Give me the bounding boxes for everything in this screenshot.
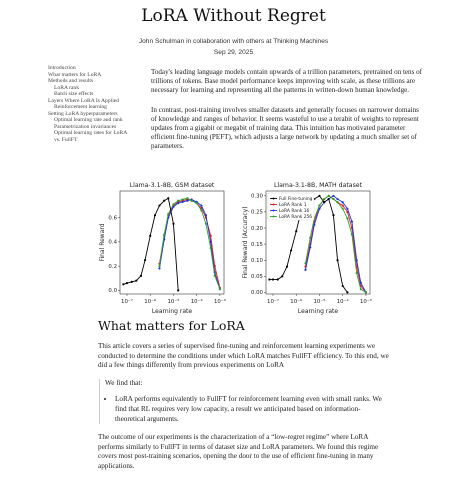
data-point: [172, 223, 174, 225]
data-point: [158, 267, 160, 269]
x-tick-label: 10⁻⁵: [167, 299, 180, 305]
data-point: [186, 200, 188, 202]
data-point: [167, 197, 169, 199]
data-point: [356, 272, 358, 274]
x-tick-label: 10⁻⁶: [144, 299, 157, 305]
data-point: [200, 209, 202, 211]
legend-label: Full Fine-tuning: [279, 197, 313, 203]
data-point: [309, 246, 311, 248]
data-point: [342, 208, 344, 210]
toc-item[interactable]: Methods and results: [48, 78, 94, 85]
data-point: [167, 213, 169, 215]
data-point: [122, 283, 124, 285]
y-tick-label: 0.0: [108, 288, 117, 295]
data-point: [177, 289, 179, 291]
data-point: [177, 202, 179, 204]
toc-item[interactable]: Optimal learning rate and rank: [54, 117, 123, 124]
data-point: [295, 230, 297, 232]
toc-item[interactable]: Introduction: [48, 65, 76, 71]
data-point: [154, 214, 156, 216]
x-axis-label: Learning rate: [151, 308, 193, 315]
x-tick-label: 10⁻⁴: [190, 299, 203, 305]
x-tick-label: 10⁻⁵: [313, 299, 326, 305]
legend-label: LoRA Rank 256: [279, 215, 313, 221]
data-point: [190, 200, 192, 202]
x-tick-label: 10⁻⁴: [336, 299, 349, 305]
data-point: [182, 201, 184, 203]
data-point: [336, 201, 338, 203]
data-point: [158, 265, 160, 267]
data-point: [290, 249, 292, 251]
article-title: LoRA Without Regret: [141, 6, 326, 26]
data-point: [149, 235, 151, 237]
data-point: [304, 269, 306, 271]
toc-item[interactable]: What matters for LoRA: [48, 71, 102, 78]
section-paragraph-2: The outcome of our experiments is the characterization of a “low-regret regime” where LoRA performs similarly to FullFT in terms of dataset size and LoRA parameters. We found this regime covers most post-training scenarios, opening the door to the use of efficient fine-tuning in many applications.: [98, 433, 379, 470]
data-point: [281, 275, 283, 277]
data-point: [304, 262, 306, 264]
data-point: [140, 275, 142, 277]
data-point: [268, 278, 270, 280]
legend-label: LoRA Rank 16: [279, 209, 310, 215]
data-point: [332, 198, 334, 200]
findings-list: [105, 395, 390, 424]
section-heading: What matters for LoRA: [98, 318, 245, 333]
x-tick-label: 10⁻⁶: [290, 299, 303, 305]
y-tick-label: 0.00: [250, 290, 263, 297]
data-point: [346, 217, 348, 219]
data-point: [163, 200, 165, 202]
data-point: [346, 291, 348, 293]
data-point: [135, 280, 137, 282]
x-tick-label: 10⁻⁷: [267, 299, 279, 305]
article-byline: John Schulman in collaboration with others at Thinking Machines: [138, 38, 329, 45]
y-tick-label: 0.10: [250, 258, 263, 265]
data-point: [309, 237, 311, 239]
data-point: [318, 204, 320, 206]
legend-marker: [273, 210, 275, 212]
table-of-contents: [48, 65, 143, 144]
x-tick-label: 10⁻³: [359, 299, 372, 305]
y-axis-label: Final Reward: [99, 223, 106, 262]
x-axis-label: Learning rate: [297, 308, 339, 315]
data-point: [332, 195, 334, 197]
data-point: [336, 198, 338, 200]
legend-label: LoRA Rank 1: [279, 203, 307, 209]
data-point: [144, 259, 146, 261]
toc-item[interactable]: Setting LoRA hyperparameters: [48, 110, 118, 117]
data-point: [277, 278, 279, 280]
data-point: [200, 204, 202, 206]
y-tick-label: 0.30: [250, 193, 263, 200]
chart-legend: [268, 193, 314, 220]
toc-item[interactable]: Batch size effects: [54, 91, 94, 98]
y-tick-label: 0.25: [250, 209, 263, 216]
chart-title: Llama-3.1-8B, MATH dataset: [273, 182, 363, 189]
data-point: [172, 203, 174, 205]
data-point: [182, 198, 184, 200]
data-point: [360, 282, 362, 284]
finding-item: • LoRA performs equivalently to FullFT for reinforcement learning even with small ranks. We find that RL requires very low capacity, a result we anticipated based on information-theoretical arguments.: [115, 395, 390, 424]
y-tick-label: 0.05: [250, 274, 263, 281]
data-point: [336, 259, 338, 261]
y-tick-label: 0.20: [250, 225, 263, 232]
data-point: [158, 204, 160, 206]
data-point: [351, 233, 353, 235]
data-point: [196, 202, 198, 204]
data-point: [323, 201, 325, 203]
toc-item[interactable]: Reinforcement learning: [54, 104, 107, 111]
data-point: [210, 247, 212, 249]
y-tick-label: 0.15: [250, 241, 263, 248]
chart-2: [242, 182, 372, 315]
data-point: [205, 223, 207, 225]
y-tick-label: 0.4: [108, 239, 117, 246]
chart-title: Llama-3.1-8B, GSM dataset: [129, 182, 215, 189]
learning-rate-figure: [100, 176, 390, 316]
section-paragraph-1: This article covers a series of supervised fine-tuning and reinforcement learning experiments we conducted to determine the conditions under which LoRA matches FullFT efficiency. To this end, we did a few things differently from previous experiments on LoRA: [98, 342, 389, 370]
findings-quote: [99, 379, 390, 424]
data-point: [214, 275, 216, 277]
data-point: [365, 291, 367, 293]
intro-paragraph-1: Today's leading language models contain upwards of a trillion parameters, pretrained on tens of trillions of tokens. Base model performance keeps improving with scale, as these trillions are necessary for learning and representing all the patterns in written-down human knowledge.: [151, 68, 423, 95]
data-point: [332, 214, 334, 216]
toc-item[interactable]: Parametrization invariances: [54, 123, 117, 130]
data-point: [205, 214, 207, 216]
data-point: [177, 200, 179, 202]
x-tick-label: 10⁻⁷: [121, 299, 133, 305]
data-point: [126, 282, 128, 284]
legend-marker: [273, 216, 275, 218]
data-point: [286, 266, 288, 268]
data-point: [323, 198, 325, 200]
data-point: [328, 198, 330, 200]
data-point: [272, 278, 274, 280]
data-point: [342, 201, 344, 203]
toc-item[interactable]: Optimal learning rates for LoRA: [54, 130, 128, 137]
data-point: [342, 204, 344, 206]
y-axis-label: Final Reward (Accuracy): [242, 206, 249, 279]
y-tick-label: 0.2: [108, 263, 117, 270]
data-point: [163, 234, 165, 236]
data-point: [360, 288, 362, 290]
toc-item[interactable]: Layers Where LoRA Is Applied: [48, 97, 120, 104]
legend-marker: [273, 198, 275, 200]
data-point: [346, 208, 348, 210]
data-point: [356, 259, 358, 261]
intro-section: [151, 68, 425, 162]
x-tick-label: 10⁻³: [213, 299, 226, 305]
we-find-text: We find that:: [105, 378, 143, 387]
data-point: [351, 220, 353, 222]
intro-paragraph-2: In contrast, post-training involves smaller datasets and generally focuses on narrower domains of knowledge and ranges of behavior. It seems wasteful to use a terabit of weights to represent updates from a gigabit or megabit of training data. This intuition has motivated parameter efficient fine-tuning (PEFT), which adjusts a large network by updating a much smaller set of parameters.: [151, 105, 419, 151]
data-point: [318, 195, 320, 197]
legend-marker: [273, 204, 275, 206]
toc-item[interactable]: LoRA rank: [54, 84, 80, 91]
data-point: [328, 195, 330, 197]
chart-1: [99, 182, 226, 315]
data-point: [219, 288, 221, 290]
section-body: [98, 342, 390, 472]
data-point: [342, 285, 344, 287]
data-point: [186, 197, 188, 199]
data-point: [131, 281, 133, 283]
article-date: Sep 29, 2025: [213, 49, 254, 56]
toc-item[interactable]: vs. FullFT: [54, 137, 78, 144]
y-tick-label: 0.6: [108, 215, 117, 222]
